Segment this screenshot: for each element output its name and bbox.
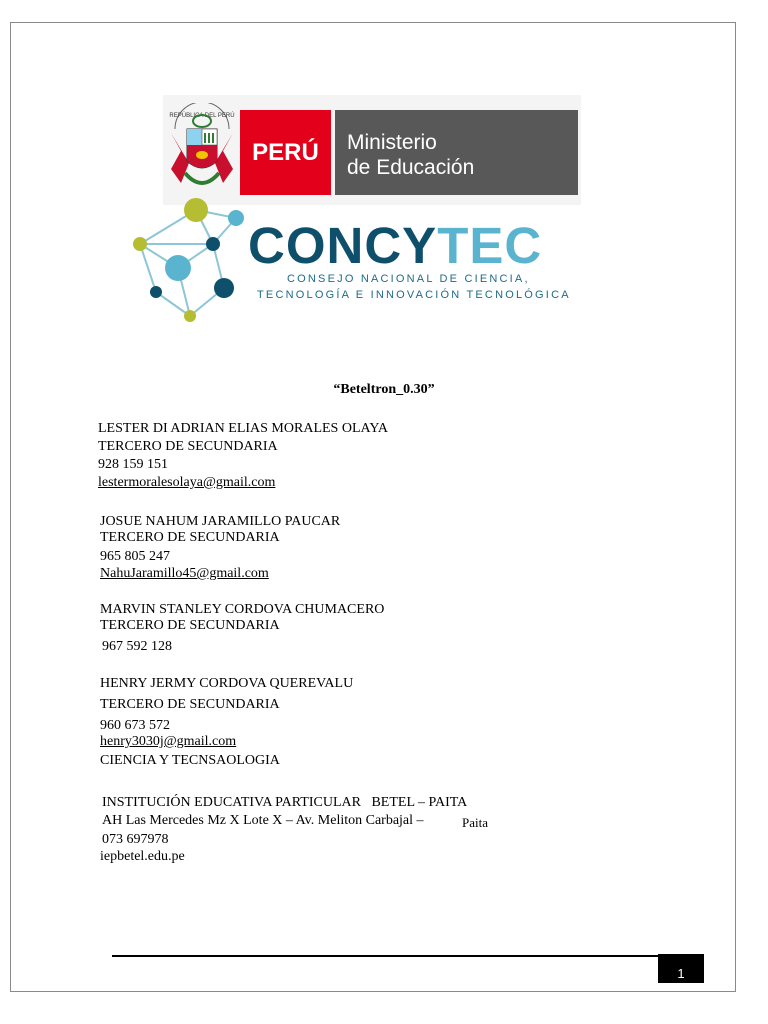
student-grade: TERCERO DE SECUNDARIA <box>100 530 280 545</box>
institution-website[interactable]: iepbetel.edu.pe <box>100 849 185 864</box>
student-phone: 965 805 247 <box>100 549 170 564</box>
student-email-link[interactable]: NahuJaramillo45@gmail.com <box>100 566 269 581</box>
student-phone: 960 673 572 <box>100 718 170 733</box>
peru-label: PERÚ <box>240 110 331 195</box>
footer-rule <box>112 955 702 957</box>
student-phone: 928 159 151 <box>98 457 168 472</box>
institution-name: INSTITUCIÓN EDUCATIVA PARTICULAR BETEL – PAITA <box>102 795 468 810</box>
peru-coat-of-arms-icon <box>167 103 237 195</box>
institution-city: Paita <box>462 815 488 830</box>
concytec-wordmark-part1: CONCY <box>248 217 438 274</box>
student-name: LESTER DI ADRIAN ELIAS MORALES OLAYA <box>98 421 388 436</box>
student-grade: TERCERO DE SECUNDARIA <box>100 618 280 633</box>
ministerio-educacion-logo <box>163 95 581 205</box>
crest-caption: REPÚBLICA DEL PERÚ <box>169 113 235 119</box>
student-name: HENRY JERMY CORDOVA QUEREVALU <box>100 676 354 691</box>
concytec-subtitle-1: CONSEJO NACIONAL DE CIENCIA, <box>287 273 530 285</box>
student-phone: 967 592 128 <box>102 639 172 654</box>
student-name: MARVIN STANLEY CORDOVA CHUMACERO <box>100 602 385 617</box>
institution-phone: 073 697978 <box>102 832 169 847</box>
institution-address: AH Las Mercedes Mz X Lote X – Av. Meliton Carbajal – <box>102 813 424 828</box>
student-grade: TERCERO DE SECUNDARIA <box>100 697 280 712</box>
project-title: “Beteltron_0.30” <box>333 382 435 397</box>
concytec-wordmark <box>248 218 542 274</box>
student-grade: TERCERO DE SECUNDARIA <box>98 439 278 454</box>
ministerio-line-1: Ministerio <box>347 131 437 154</box>
student-email-link[interactable]: lestermoralesolaya@gmail.com <box>98 475 276 490</box>
area-label: CIENCIA Y TECNSAOLOGIA <box>100 753 280 768</box>
concytec-subtitle-2: TECNOLOGÍA E INNOVACIÓN TECNOLÓGICA <box>257 289 571 301</box>
page-number: 1 <box>658 954 704 983</box>
student-name: JOSUE NAHUM JARAMILLO PAUCAR <box>100 514 341 529</box>
ministerio-label <box>335 110 578 195</box>
concytec-wordmark-part2: TEC <box>437 217 543 274</box>
ministerio-line-2: de Educación <box>347 156 475 179</box>
student-email-link[interactable]: henry3030j@gmail.com <box>100 734 237 749</box>
